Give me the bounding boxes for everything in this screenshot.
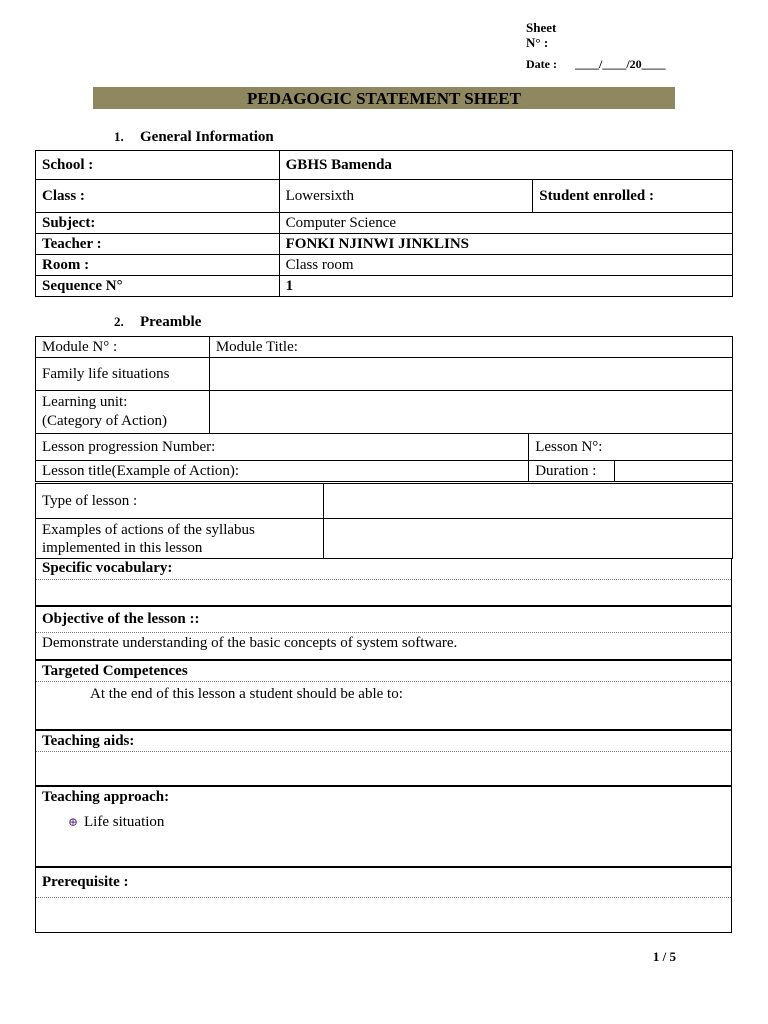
general-info-table: [35, 150, 733, 297]
lesson-no-label: Lesson N°:: [529, 434, 733, 461]
learning-unit-label: [36, 391, 210, 434]
teacher-label: Teacher :: [36, 234, 280, 255]
lesson-title-label: Lesson title(Example of Action):: [36, 461, 529, 482]
objective-heading: Objective of the lesson ::: [36, 607, 731, 633]
section-2-number: 2.: [114, 314, 124, 329]
examples-value: [323, 519, 732, 559]
learning-unit-line-1: Learning unit:: [42, 394, 128, 410]
module-no-label: Module N° :: [36, 337, 210, 358]
preamble-table-top: [35, 336, 733, 482]
competences-text: At the end of this lesson a student should be able to:: [90, 686, 403, 702]
class-label: Class :: [36, 180, 280, 213]
section-1-title: [114, 129, 274, 146]
sequence-label: Sequence N°: [36, 276, 280, 297]
room-value: Class room: [279, 255, 732, 276]
date-value: ____/____/20____: [574, 57, 666, 71]
subject-value: Computer Science: [279, 213, 732, 234]
objective-text: Demonstrate understanding of the basic concepts of system software.: [42, 635, 458, 651]
section-2-title: [114, 314, 201, 331]
sequence-value: 1: [279, 276, 732, 297]
examples-line-1: Examples of actions of the syllabus: [42, 521, 255, 538]
date-line: [526, 57, 666, 72]
type-of-lesson-label: Type of lesson :: [36, 484, 324, 519]
page-title: PEDAGOGIC STATEMENT SHEET: [93, 87, 675, 109]
specific-vocabulary-heading: Specific vocabulary:: [36, 558, 731, 580]
module-title-label: Module Title:: [209, 337, 732, 358]
learning-unit-line-2: (Category of Action): [42, 413, 167, 429]
sheet-info: [526, 20, 666, 72]
teaching-approach-item: [36, 808, 731, 833]
room-label: Room :: [36, 255, 280, 276]
subject-label: Subject:: [36, 213, 280, 234]
objective-block: [35, 606, 732, 660]
sheet-label: Sheet: [526, 20, 557, 35]
family-life-label: Family life situations: [36, 358, 210, 391]
sheet-number-label: N° :: [526, 35, 549, 50]
section-1-label: General Information: [140, 129, 274, 145]
class-value: Lowersixth: [279, 180, 533, 213]
page-number: 1 / 5: [652, 949, 676, 964]
teaching-aids-heading: Teaching aids:: [36, 731, 731, 752]
learning-unit-value: [209, 391, 732, 434]
section-1-number: 1.: [114, 129, 124, 144]
date-label: Date :: [526, 57, 557, 71]
specific-vocabulary-block: [35, 558, 732, 606]
school-value: GBHS Bamenda: [279, 151, 732, 180]
preamble-table-bottom: [35, 483, 733, 559]
teaching-approach-heading: Teaching approach:: [42, 789, 170, 805]
teaching-aids-block: [35, 730, 732, 786]
competences-block: [35, 660, 732, 730]
school-label: School :: [36, 151, 280, 180]
duration-value: [615, 461, 733, 482]
competences-heading: Targeted Competences: [36, 661, 731, 682]
approach-item-text: Life situation: [84, 814, 165, 830]
bullet-icon: ⊕: [67, 815, 79, 829]
teaching-approach-block: [35, 786, 732, 867]
section-2-label: Preamble: [140, 314, 202, 330]
lesson-progression-label: Lesson progression Number:: [36, 434, 529, 461]
examples-label: [36, 519, 324, 559]
type-of-lesson-value: [323, 484, 732, 519]
prerequisite-block: [35, 867, 732, 933]
family-life-value: [209, 358, 732, 391]
prerequisite-heading: Prerequisite :: [36, 868, 731, 898]
enrolled-label: Student enrolled :: [533, 180, 733, 213]
examples-line-2: implemented in this lesson: [42, 539, 203, 556]
teacher-value: FONKI NJINWI JINKLINS: [279, 234, 732, 255]
duration-label: Duration :: [529, 461, 615, 482]
